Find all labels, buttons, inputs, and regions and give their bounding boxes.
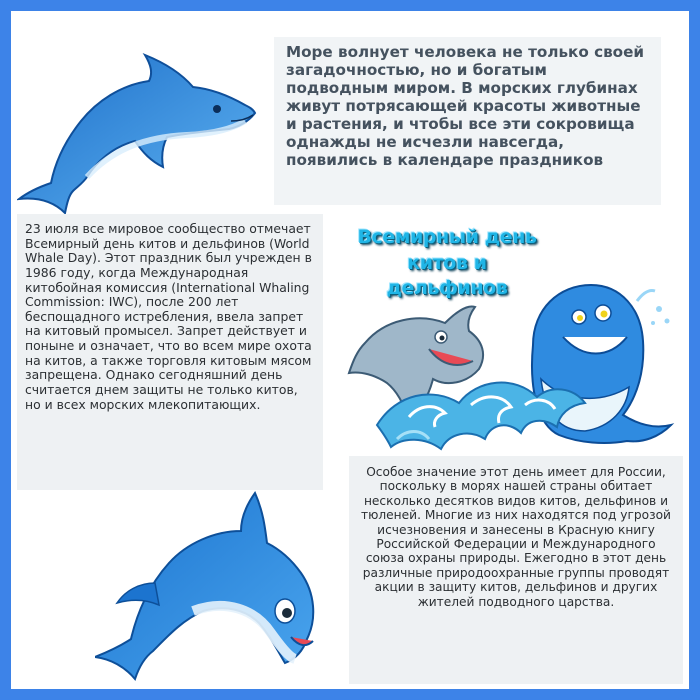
dolphin-bottom-icon <box>95 487 331 687</box>
poster <box>11 11 689 689</box>
history-paragraph: 23 июля все мировое сообщество отмечает Всемирный день китов и дельфинов (World Whale Day). Этот праздник был учрежден в 1986 году, когда Международная китобойная комиссия (International Whaling Commission: IWC), после 200 лет беспощадного истребления, ввела запрет на китовый промысел. Запрет действует и поныне и означает, что во всем мире охота на китов, а также торговля китовым мясом запрещена. Однако сегодняшний день считается днем защиты не только китов, но и всех морских млекопитающих. <box>17 214 323 490</box>
intro-paragraph: Море волнует человека не только своей загадочностью, но и богатым подводным миром. В морских глубинах живут потрясающей красоты животные и растения, и чтобы все эти сокровища однажды не исчезли навсегда, появились в календаре праздников <box>274 37 661 205</box>
whale-dolphin-illustration <box>337 275 687 463</box>
dolphin-top-icon <box>17 37 257 237</box>
holiday-title-line1: Всемирный день <box>357 226 537 248</box>
holiday-title-line2: китов и дельфинов <box>386 251 508 300</box>
russia-paragraph: Особое значение этот день имеет для России, поскольку в морях нашей страны обитает несколько десятков видов китов, дельфинов и тюленей. Многие из них находятся под угрозой исчезновения и занесены в Красную книгу Российской Федерации и Международного союза охраны природы. Ежегодно в этот день различные природоохранные группы проводят акции в защиту китов, дельфинов и других жителей подводного царства. <box>349 456 683 684</box>
